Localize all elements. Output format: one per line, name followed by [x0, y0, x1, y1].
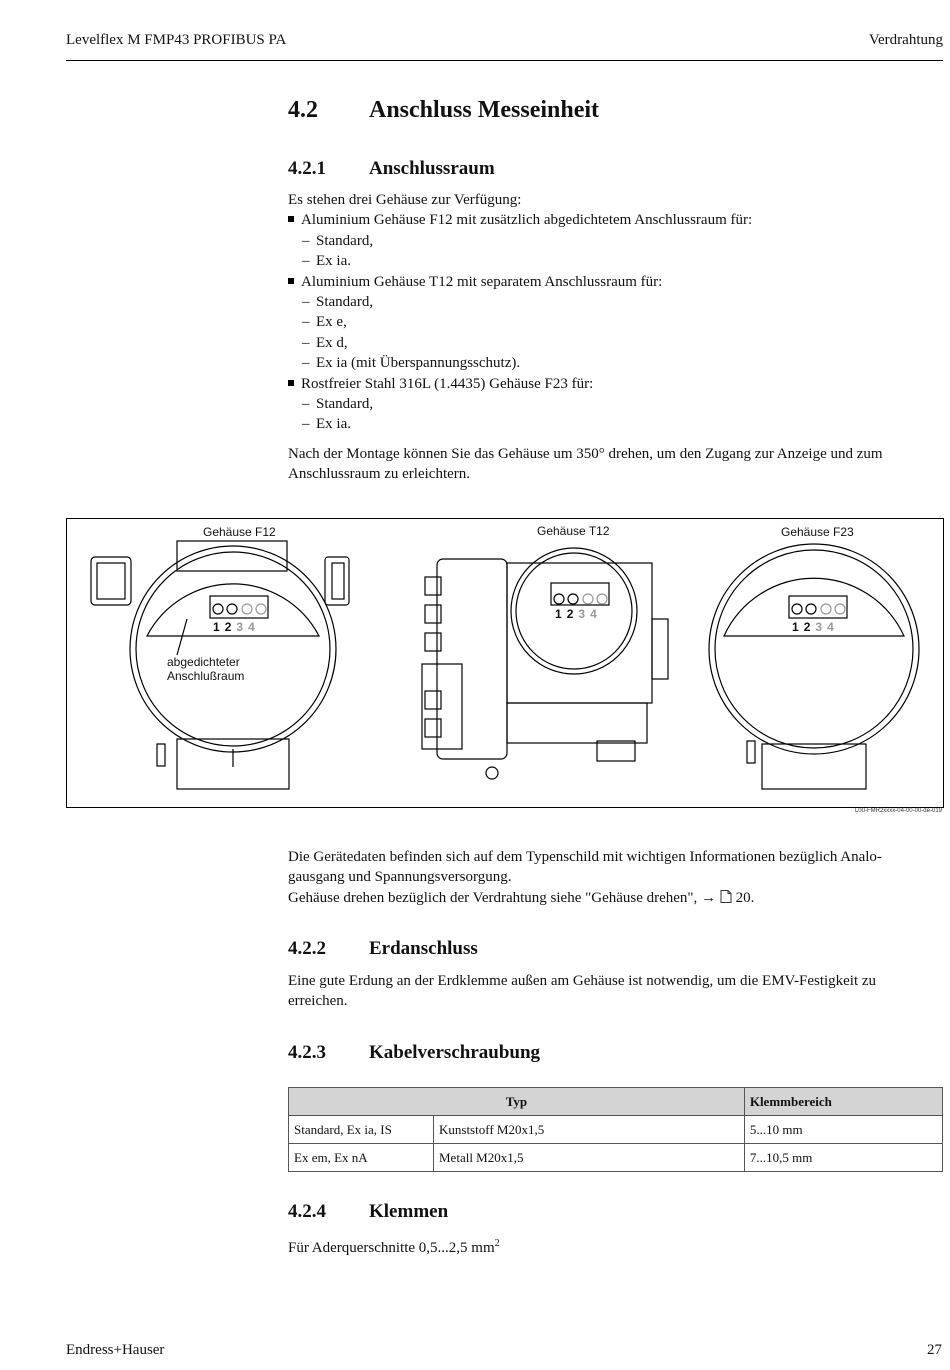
sub-bullet-item: [288, 292, 943, 312]
list-item-text: Aluminium Gehäuse F12 mit zusätzlich abgedichtetem Anschlussraum für:: [301, 212, 753, 229]
terminal-number: 2: [224, 620, 237, 634]
dash-icon: –: [302, 355, 310, 372]
callout-line: abgedichteter: [167, 655, 240, 669]
callout-line: Anschlußraum: [167, 669, 245, 683]
list-item-text: Standard,: [316, 294, 374, 311]
table-cell: 7...10,5 mm: [744, 1144, 942, 1172]
header-rule: [66, 60, 943, 61]
section-heading: [288, 97, 599, 124]
terminals-paragraph: [288, 1234, 943, 1258]
list-item-text: Ex ia.: [316, 416, 351, 433]
housing-t12-drawing: [422, 548, 668, 779]
subsection-number: 4.2.4: [288, 1201, 326, 1222]
terminal-numbers-f12: [213, 620, 260, 634]
paragraph-line: [288, 1234, 943, 1258]
subsection-title: Kabelverschraubung: [369, 1042, 541, 1063]
sub-bullet-item: [288, 414, 943, 434]
dash-icon: –: [302, 253, 310, 270]
header-title: Levelflex M FMP43 PROFIBUS PA: [66, 32, 287, 48]
sub-bullet-item: [288, 353, 943, 373]
paragraph-line: erreichen.: [288, 993, 348, 1010]
terminal-block-f23: [789, 596, 847, 618]
list-item-text: Ex ia.: [316, 253, 351, 270]
sub-bullet-item: [288, 312, 943, 332]
figure-code: L00-FMR2xxxx-04-00-00-de-019: [854, 808, 942, 814]
list-item-text: Ex ia (mit Überspannungsschutz).: [316, 355, 521, 372]
terminal-number: 4: [827, 620, 839, 634]
subsection-heading-kabelverschraubung: [288, 1042, 540, 1064]
paragraph-line: Nach der Montage können Sie das Gehäuse um 350° drehen, um den Zugang zur Anzeige und zum: [288, 446, 883, 462]
sub-bullet-item: [288, 251, 943, 271]
dash-icon: –: [302, 314, 310, 331]
sub-bullet-item: [288, 231, 943, 251]
terminal-number: 4: [590, 607, 602, 621]
list-item-text: Rostfreier Stahl 316L (1.4435) Gehäuse F23 für:: [301, 375, 594, 392]
dash-icon: –: [302, 416, 310, 433]
dash-icon: –: [302, 334, 310, 351]
terminal-number: 3: [236, 620, 249, 634]
paragraph-line: Eine gute Erdung an der Erdklemme außen am Gehäuse ist notwendig, um die EMV-Festigkeit zu: [288, 973, 877, 989]
housing-figure: [66, 518, 944, 808]
label-gehaeuse-t12: Gehäuse T12: [537, 524, 610, 538]
label-gehaeuse-f12: Gehäuse F12: [203, 525, 276, 539]
terminal-block-f12: [210, 596, 268, 618]
section-number: 4.2: [288, 97, 318, 123]
terminal-numbers-t12: [555, 607, 602, 621]
sub-bullet-item: [288, 394, 943, 414]
subsection-heading-anschlussraum: [288, 158, 495, 180]
subsection-title: Erdanschluss: [369, 938, 478, 959]
terminal-number: 3: [815, 620, 828, 634]
section-title: Anschluss Messeinheit: [369, 97, 600, 123]
cross-reference-text: Gehäuse drehen bezüglich der Verdrahtung siehe "Gehäuse drehen", →: [288, 889, 717, 906]
table-row: [289, 1116, 943, 1144]
label-gehaeuse-f23: Gehäuse F23: [781, 525, 854, 539]
callout-sealed-terminal-room: [167, 655, 244, 683]
bullet-item: [288, 374, 943, 394]
housing-list-block: [288, 190, 943, 435]
bullet-item: [288, 272, 943, 292]
table-cell: Standard, Ex ia, IS: [289, 1116, 434, 1144]
table-row: [289, 1144, 943, 1172]
bullet-item: [288, 210, 943, 230]
grounding-paragraph: [288, 971, 943, 1012]
table-header-typ: Typ: [289, 1088, 745, 1116]
subsection-title: Anschlussraum: [369, 158, 495, 179]
dash-icon: –: [302, 232, 310, 249]
footer-page-number: 27: [927, 1342, 942, 1358]
table-cell: Metall M20x1,5: [434, 1144, 745, 1172]
sub-bullet-item: [288, 333, 943, 353]
list-item-text: Standard,: [316, 396, 374, 413]
wire-cross-section-text: Für Aderquerschnitte 0,5...2,5 mm: [288, 1240, 495, 1256]
subsection-number: 4.2.1: [288, 158, 326, 179]
dash-icon: –: [302, 294, 310, 311]
list-item-text: Aluminium Gehäuse T12 mit separatem Anschlussraum für:: [301, 273, 663, 290]
paragraph-line: gausgang und Spannungsversorgung.: [288, 869, 512, 886]
list-item-text: Ex e,: [316, 314, 347, 331]
terminal-number: 4: [248, 620, 260, 634]
terminal-number: 1: [555, 607, 567, 621]
rotation-paragraph: [288, 444, 943, 485]
cable-gland-table: [288, 1087, 943, 1172]
terminal-block-t12: [551, 583, 609, 605]
paragraph-line: Anschlussraum zu erleichtern.: [288, 466, 471, 483]
housing-f23-drawing: [709, 544, 919, 789]
table-cell: Kunststoff M20x1,5: [434, 1116, 745, 1144]
terminal-number: 3: [578, 607, 591, 621]
terminal-number: 2: [803, 620, 816, 634]
bullet-square-icon: [288, 380, 294, 386]
list-item-text: Ex d,: [316, 334, 348, 351]
header-chapter: Verdrahtung: [868, 32, 943, 48]
subsection-number: 4.2.3: [288, 1042, 326, 1063]
bullet-square-icon: [288, 278, 294, 284]
subsection-heading-klemmen: [288, 1201, 448, 1223]
list-item-text: Standard,: [316, 232, 374, 249]
dash-icon: –: [302, 396, 310, 413]
device-data-paragraph: [288, 847, 943, 908]
footer-company: Endress+Hauser: [66, 1342, 165, 1358]
bullet-square-icon: [288, 216, 294, 222]
housing-intro: Es stehen drei Gehäuse zur Verfügung:: [288, 192, 522, 208]
subsection-title: Klemmen: [369, 1201, 449, 1222]
terminal-number: 1: [213, 620, 225, 634]
terminal-number: 1: [792, 620, 804, 634]
terminal-numbers-f23: [792, 620, 839, 634]
page-reference[interactable]: 20.: [735, 889, 755, 906]
terminal-number: 2: [566, 607, 579, 621]
table-header-row: [289, 1088, 943, 1116]
table-cell: 5...10 mm: [744, 1116, 942, 1144]
subsection-number: 4.2.2: [288, 938, 326, 959]
table-cell: Ex em, Ex nA: [289, 1144, 434, 1172]
paragraph-line: Die Gerätedaten befinden sich auf dem Typenschild mit wichtigen Informationen bezüglich Analo-: [288, 849, 882, 865]
superscript: 2: [494, 1238, 500, 1249]
page-icon: [720, 890, 732, 903]
housing-list: [288, 210, 943, 434]
subsection-heading-erdanschluss: [288, 938, 478, 960]
cross-reference-line: [288, 888, 943, 908]
table-header-klemmbereich: Klemmbereich: [744, 1088, 942, 1116]
